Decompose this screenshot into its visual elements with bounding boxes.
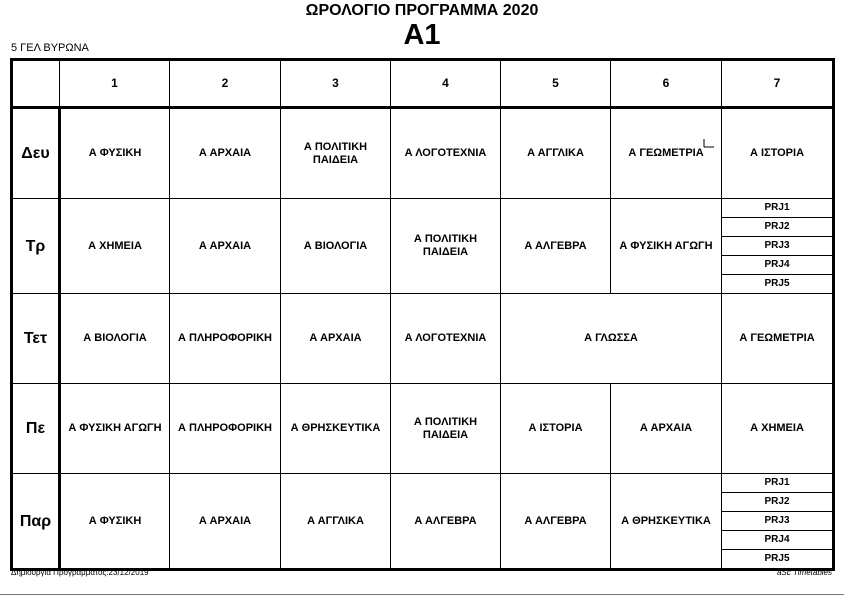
lesson-cell: Α ΑΓΓΛΙΚΑ bbox=[501, 108, 611, 199]
day-label: Πε bbox=[12, 384, 60, 474]
software-credit: aSc Timetables bbox=[776, 568, 832, 577]
lesson-cell: Α ΑΛΓΕΒΡΑ bbox=[501, 199, 611, 294]
lesson-cell: Α ΓΕΩΜΕΤΡΙΑ bbox=[722, 294, 834, 384]
lesson-cell: Α ΑΛΓΕΒΡΑ bbox=[391, 474, 501, 570]
lesson-cell: Α ΑΓΓΛΙΚΑ bbox=[281, 474, 391, 570]
project-slot: PRJ2 bbox=[722, 218, 832, 237]
lesson-cell-double: Α ΓΛΩΣΣΑ bbox=[501, 294, 722, 384]
lesson-cell: Α ΑΡΧΑΙΑ bbox=[170, 108, 281, 199]
lesson-cell: Α ΛΟΓΟΤΕΧΝΙΑ bbox=[391, 294, 501, 384]
lesson-cell: Α ΑΡΧΑΙΑ bbox=[611, 384, 722, 474]
period-header: 3 bbox=[281, 60, 391, 108]
lesson-cell: Α ΠΟΛΙΤΙΚΗ ΠΑΙΔΕΙΑ bbox=[281, 108, 391, 199]
project-slot: PRJ1 bbox=[722, 199, 832, 218]
project-slot: PRJ3 bbox=[722, 237, 832, 256]
lesson-cell: Α ΠΛΗΡΟΦΟΡΙΚΗ bbox=[170, 294, 281, 384]
text-cursor-icon bbox=[698, 139, 714, 151]
lesson-cell: Α ΙΣΤΟΡΙΑ bbox=[501, 384, 611, 474]
creation-date: Δημιουργία Προγράμματος:23/12/2019 bbox=[11, 568, 149, 577]
lesson-cell: Α ΒΙΟΛΟΓΙΑ bbox=[60, 294, 170, 384]
day-row-thursday bbox=[12, 384, 834, 474]
period-header: 2 bbox=[170, 60, 281, 108]
bottom-divider bbox=[0, 594, 844, 595]
corner-cell bbox=[12, 60, 60, 108]
lesson-cell: Α ΠΟΛΙΤΙΚΗ ΠΑΙΔΕΙΑ bbox=[391, 384, 501, 474]
period-header: 6 bbox=[611, 60, 722, 108]
period-header: 5 bbox=[501, 60, 611, 108]
lesson-cell: Α ΑΡΧΑΙΑ bbox=[281, 294, 391, 384]
project-slot: PRJ4 bbox=[722, 256, 832, 275]
lesson-cell: Α ΦΥΣΙΚΗ ΑΓΩΓΗ bbox=[611, 199, 722, 294]
period-header: 7 bbox=[722, 60, 834, 108]
project-slot: PRJ5 bbox=[764, 278, 790, 289]
lesson-cell: Α ΛΟΓΟΤΕΧΝΙΑ bbox=[391, 108, 501, 199]
day-row-friday bbox=[12, 474, 834, 570]
school-name: 5 ΓΕΛ ΒΥΡΩΝΑ bbox=[11, 42, 89, 54]
project-slot: PRJ2 bbox=[722, 493, 832, 512]
project-group-cell bbox=[722, 199, 834, 294]
lesson-cell: Α ΘΡΗΣΚΕΥΤΙΚΑ bbox=[611, 474, 722, 570]
project-slot: PRJ1 bbox=[722, 474, 832, 493]
lesson-cell: Α ΒΙΟΛΟΓΙΑ bbox=[281, 199, 391, 294]
lesson-cell: Α ΧΗΜΕΙΑ bbox=[722, 384, 834, 474]
lesson-cell: Α ΠΟΛΙΤΙΚΗ ΠΑΙΔΕΙΑ bbox=[391, 199, 501, 294]
project-group-cell bbox=[722, 474, 834, 570]
timetable-title: ΩΡΟΛΟΓΙΟ ΠΡΟΓΡΑΜΜΑ 2020 bbox=[305, 2, 539, 19]
timetable-grid bbox=[10, 58, 835, 571]
lesson-cell: Α ΑΡΧΑΙΑ bbox=[170, 474, 281, 570]
lesson-cell: Α ΦΥΣΙΚΗ ΑΓΩΓΗ bbox=[60, 384, 170, 474]
lesson-cell: Α ΠΛΗΡΟΦΟΡΙΚΗ bbox=[170, 384, 281, 474]
lesson-cell: Α ΧΗΜΕΙΑ bbox=[60, 199, 170, 294]
lesson-cell: Α ΙΣΤΟΡΙΑ bbox=[722, 108, 834, 199]
period-header: 1 bbox=[60, 60, 170, 108]
project-slot: PRJ3 bbox=[722, 512, 832, 531]
class-name: A1 bbox=[403, 19, 441, 51]
project-slot: PRJ5 bbox=[764, 553, 790, 564]
lesson-cell: Α ΑΡΧΑΙΑ bbox=[170, 199, 281, 294]
lesson-cell: Α ΑΛΓΕΒΡΑ bbox=[501, 474, 611, 570]
day-row-wednesday bbox=[12, 294, 834, 384]
day-label: Τρ bbox=[12, 199, 60, 294]
project-slot: PRJ4 bbox=[722, 531, 832, 550]
day-label: Παρ bbox=[12, 474, 60, 570]
lesson-cell: Α ΦΥΣΙΚΗ bbox=[60, 108, 170, 199]
lesson-cell: Α ΦΥΣΙΚΗ bbox=[60, 474, 170, 570]
day-row-monday bbox=[12, 108, 834, 199]
lesson-cell: Α ΓΕΩΜΕΤΡΙΑ bbox=[611, 108, 722, 199]
day-label: Τετ bbox=[12, 294, 60, 384]
period-header: 4 bbox=[391, 60, 501, 108]
lesson-cell: Α ΘΡΗΣΚΕΥΤΙΚΑ bbox=[281, 384, 391, 474]
period-header-row bbox=[12, 60, 834, 108]
day-row-tuesday bbox=[12, 199, 834, 294]
day-label: Δευ bbox=[12, 108, 60, 199]
